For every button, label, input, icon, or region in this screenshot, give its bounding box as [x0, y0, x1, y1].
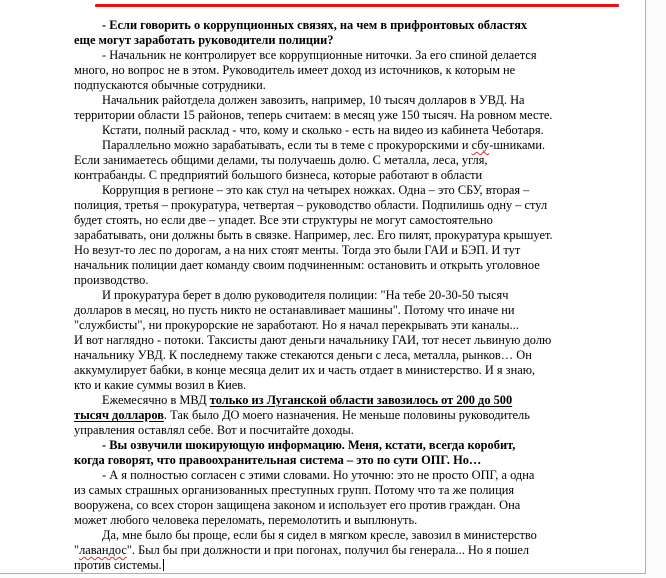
text-run: И вот наглядно - потоки. Таксисты дают деньги начальнику ГАИ, тот несет львиную долю	[74, 333, 552, 347]
document-text[interactable]	[74, 18, 626, 573]
text-run: зарабатывать, они должны быть в связке. Например, лес. Его пилят, прокуратура крышует.	[74, 228, 553, 242]
text-run: контрабанды. С предприятий большого бизнеса, которые работают в области	[74, 168, 483, 182]
text-run: вооружена, со всех сторон защищена законом и использует его против граждан. Она	[74, 498, 521, 512]
text-line	[74, 138, 626, 153]
text-line	[74, 168, 626, 183]
text-cursor	[163, 559, 164, 571]
text-line	[74, 273, 626, 288]
misspelled-word: лавандос	[79, 543, 127, 557]
text-line	[74, 48, 626, 63]
text-run: - А я полностью согласен с этими словами. Но уточню: это не просто ОПГ, а одна	[102, 468, 535, 482]
misspelled-word: сбу	[471, 138, 490, 152]
text-line	[74, 303, 626, 318]
text-run: "	[74, 543, 80, 557]
text-run: Коррупция в регионе – это как стул на четырех ножках. Одна – это СБУ, вторая –	[102, 183, 530, 197]
text-line	[74, 363, 626, 378]
text-run: против системы.	[74, 558, 162, 572]
text-line	[74, 333, 626, 348]
text-run: территории области 15 районов, теперь считаем: в месяц уже 150 тысяч. На ровном месте.	[74, 108, 553, 122]
text-line	[74, 108, 626, 123]
text-line	[74, 93, 626, 108]
text-run: -шниками.	[489, 138, 546, 152]
text-run: долларов в месяц, но пусть никто не останавливает машины". Потому что иначе ни	[74, 303, 515, 317]
text-run: Да, мне было бы проще, если бы я сидел в мягком кресле, завозил в министерство	[102, 528, 537, 542]
text-line	[74, 123, 626, 138]
text-line	[74, 18, 626, 33]
text-run: . Так было ДО моего назначения. Не меньше половины руководитель	[163, 408, 530, 422]
text-run: аккумулирует бабки, в конце месяца делит их и часть отдает в министерство. И я знаю,	[74, 363, 536, 377]
text-run: много, но вопрос не в этом. Руководитель имеет доход из источников, к которым не	[74, 63, 516, 77]
text-line	[74, 78, 626, 93]
text-line	[74, 288, 626, 303]
top-red-rule	[95, 4, 619, 7]
text-run: Ежемесячно в МВД	[102, 393, 210, 407]
text-run: может любого человека переломать, перемолотить и выплюнуть.	[74, 513, 418, 527]
text-run: только из Луганской области завозилось от 200 до 500	[209, 393, 513, 407]
text-run: начальник полиции дает команду своим подчиненным: остановить и открыть уголовное	[74, 258, 540, 272]
text-run: будет стоять, но если две – упадет. Все эти структуры не могут самостоятельно	[74, 213, 493, 227]
text-run: Начальник райотдела должен завозить, например, 10 тысяч долларов в УВД. На	[102, 93, 525, 107]
text-run: еще могут заработать руководители полиции?	[74, 33, 334, 47]
text-run: ". Был бы при должности и при погонах, получил бы генерала... Но я пошел	[126, 543, 530, 557]
text-line	[74, 33, 626, 48]
text-run: Кстати, полный расклад - что, кому и сколько - есть на видео из кабинета Чеботаря.	[102, 123, 544, 137]
text-run: полиция, третья – прокуратура, четвертая – руководство области. Подпилишь одну – стул	[74, 198, 548, 212]
text-run: Если занимаетесь общими делами, ты получаешь долю. С металла, леса, угля,	[74, 153, 488, 167]
text-line	[74, 513, 626, 528]
text-run: - Если говорить о коррупционных связях, на чем в прифронтовых областях	[102, 18, 528, 32]
text-line	[74, 453, 626, 468]
text-run: подпускаются обычные сотрудники.	[74, 78, 266, 92]
text-run: "службисты", ни прокурорские не заработают. Но я начал перекрывать эти каналы...	[74, 318, 519, 332]
text-run: когда говорят, что правоохранительная система – это по сути ОПГ. Но…	[74, 453, 482, 467]
text-run: из самых страшных организованных преступных групп. Потому что та же полиция	[74, 483, 515, 497]
text-line	[74, 393, 626, 408]
text-run: управления оставлял себе. Вот и посчитайте доходы.	[74, 423, 354, 437]
text-run: - Вы озвучили шокирующую информацию. Меня, кстати, всегда коробит,	[102, 438, 516, 452]
text-line	[74, 528, 626, 543]
text-line	[74, 408, 626, 423]
text-line	[74, 378, 626, 393]
text-line	[74, 348, 626, 363]
text-line	[74, 318, 626, 333]
text-run: производство.	[74, 273, 149, 287]
text-line	[74, 183, 626, 198]
text-run: Параллельно можно зарабатывать, если ты в теме с прокурорскими и	[102, 138, 472, 152]
text-line	[74, 543, 626, 558]
text-line	[74, 438, 626, 453]
text-line	[74, 498, 626, 513]
text-line	[74, 153, 626, 168]
text-line	[74, 258, 626, 273]
text-line	[74, 423, 626, 438]
text-line	[74, 63, 626, 78]
text-line	[74, 483, 626, 498]
text-line	[74, 198, 626, 213]
text-run: - Начальник не контролирует все коррупционные ниточки. За его спиной делается	[102, 48, 537, 62]
text-run: кто и какие суммы возил в Киев.	[74, 378, 247, 392]
text-run: тысяч долларов	[74, 408, 164, 422]
text-run: Но везут-то лес по дорогам, а на них стоят менты. Тогда это были ГАИ и БЭП. И тут	[74, 243, 521, 257]
text-line	[74, 558, 626, 573]
text-run: начальнику УВД. К последнему также стекаются деньги с леса, металла, рынков… Он	[74, 348, 532, 362]
text-run: И прокуратура берет в долю руководителя полиции: "На тебе 20-30-50 тысяч	[102, 288, 509, 302]
text-line	[74, 243, 626, 258]
text-line	[74, 468, 626, 483]
text-line	[74, 213, 626, 228]
text-line	[74, 228, 626, 243]
